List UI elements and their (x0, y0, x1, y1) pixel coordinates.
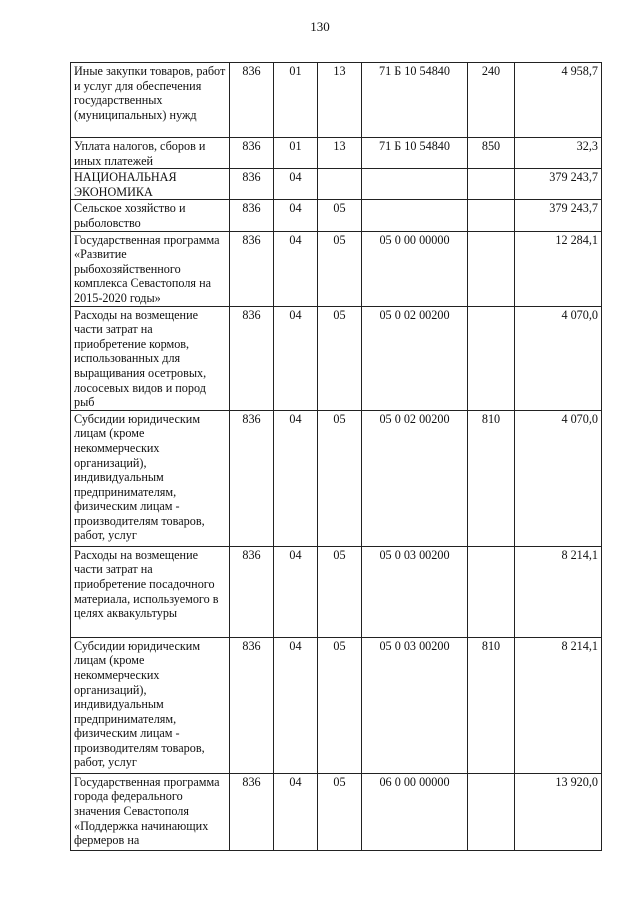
ved-code-cell: 836 (230, 773, 274, 850)
section-code-cell: 04 (274, 410, 318, 546)
budget-table (70, 62, 602, 851)
section-code-cell: 01 (274, 138, 318, 169)
section-code-cell: 04 (274, 306, 318, 410)
subsection-code-cell (318, 169, 362, 200)
amount-cell: 4 070,0 (515, 306, 602, 410)
section-code-cell: 01 (274, 63, 318, 138)
table-row (71, 138, 602, 169)
table-row (71, 773, 602, 850)
page-number: 130 (310, 19, 330, 34)
target-article-cell: 71 Б 10 54840 (362, 63, 468, 138)
subsection-code-cell: 13 (318, 63, 362, 138)
section-code-cell: 04 (274, 169, 318, 200)
row-name-cell: Субсидии юридическим лицам (кроме некоммерческих организаций), индивидуальным предпринимателям, физическим лицам - производителям товаров, работ, услуг (71, 410, 230, 546)
ved-code-cell: 836 (230, 138, 274, 169)
section-code-cell: 04 (274, 546, 318, 637)
expense-type-cell (468, 773, 515, 850)
amount-cell: 379 243,7 (515, 169, 602, 200)
target-article-cell: 05 0 00 00000 (362, 231, 468, 306)
subsection-code-cell: 05 (318, 637, 362, 773)
subsection-code-cell: 05 (318, 200, 362, 231)
table-row (71, 637, 602, 773)
row-name-cell: Иные закупки товаров, работ и услуг для обеспечения государственных (муниципальных) нужд (71, 63, 230, 138)
ved-code-cell: 836 (230, 169, 274, 200)
section-code-cell: 04 (274, 637, 318, 773)
section-code-cell: 04 (274, 200, 318, 231)
table-row (71, 169, 602, 200)
table-row (71, 410, 602, 546)
row-name-cell: Расходы на возмещение части затрат на приобретение посадочного материала, используемого в целях аквакультуры (71, 546, 230, 637)
amount-cell: 379 243,7 (515, 200, 602, 231)
subsection-code-cell: 05 (318, 410, 362, 546)
row-name-cell: Государственная программа города федерального значения Севастополя «Поддержка начинающих фермеров на (71, 773, 230, 850)
target-article-cell: 05 0 03 00200 (362, 546, 468, 637)
target-article-cell: 05 0 02 00200 (362, 306, 468, 410)
subsection-code-cell: 05 (318, 231, 362, 306)
target-article-cell (362, 200, 468, 231)
expense-type-cell: 810 (468, 410, 515, 546)
expense-type-cell (468, 200, 515, 231)
section-code-cell: 04 (274, 231, 318, 306)
section-code-cell: 04 (274, 773, 318, 850)
table-row (71, 231, 602, 306)
expense-type-cell: 240 (468, 63, 515, 138)
ved-code-cell: 836 (230, 306, 274, 410)
target-article-cell: 06 0 00 00000 (362, 773, 468, 850)
expense-type-cell: 850 (468, 138, 515, 169)
expense-type-cell: 810 (468, 637, 515, 773)
ved-code-cell: 836 (230, 546, 274, 637)
expense-type-cell (468, 231, 515, 306)
table-row (71, 63, 602, 138)
row-name-cell: Расходы на возмещение части затрат на приобретение кормов, использованных для выращивания осетровых, лососевых видов и пород рыб (71, 306, 230, 410)
expense-type-cell (468, 306, 515, 410)
target-article-cell: 05 0 02 00200 (362, 410, 468, 546)
ved-code-cell: 836 (230, 410, 274, 546)
amount-cell: 13 920,0 (515, 773, 602, 850)
amount-cell: 8 214,1 (515, 546, 602, 637)
subsection-code-cell: 13 (318, 138, 362, 169)
expense-type-cell (468, 169, 515, 200)
target-article-cell (362, 169, 468, 200)
expense-type-cell (468, 546, 515, 637)
subsection-code-cell: 05 (318, 773, 362, 850)
ved-code-cell: 836 (230, 231, 274, 306)
table-row (71, 546, 602, 637)
amount-cell: 4 958,7 (515, 63, 602, 138)
row-name-cell: Государственная программа «Развитие рыбохозяйственного комплекса Севастополя на 2015-2020 годы» (71, 231, 230, 306)
amount-cell: 8 214,1 (515, 637, 602, 773)
amount-cell: 12 284,1 (515, 231, 602, 306)
ved-code-cell: 836 (230, 63, 274, 138)
ved-code-cell: 836 (230, 200, 274, 231)
ved-code-cell: 836 (230, 637, 274, 773)
amount-cell: 4 070,0 (515, 410, 602, 546)
subsection-code-cell: 05 (318, 546, 362, 637)
row-name-cell: Субсидии юридическим лицам (кроме некоммерческих организаций), индивидуальным предпринимателям, физическим лицам - производителям товаров, работ, услуг (71, 637, 230, 773)
target-article-cell: 05 0 03 00200 (362, 637, 468, 773)
target-article-cell: 71 Б 10 54840 (362, 138, 468, 169)
budget-table-body (71, 63, 602, 851)
subsection-code-cell: 05 (318, 306, 362, 410)
row-name-cell: НАЦИОНАЛЬНАЯ ЭКОНОМИКА (71, 169, 230, 200)
amount-cell: 32,3 (515, 138, 602, 169)
row-name-cell: Уплата налогов, сборов и иных платежей (71, 138, 230, 169)
table-row (71, 200, 602, 231)
row-name-cell: Сельское хозяйство и рыболовство (71, 200, 230, 231)
table-row (71, 306, 602, 410)
